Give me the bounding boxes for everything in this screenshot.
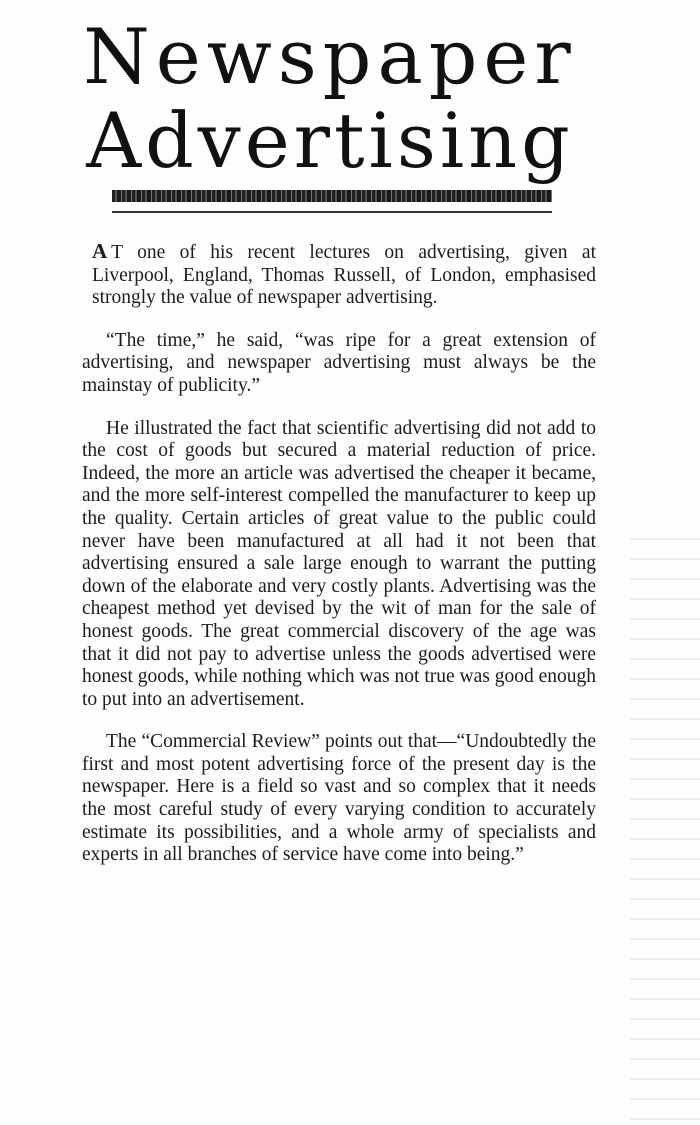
thin-rule	[112, 211, 552, 213]
headline-line-1: Newspaper	[83, 12, 577, 102]
article-body	[82, 240, 596, 887]
paragraph-1-text: T one of his recent lectures on advertising, given at Liverpool, England, Thomas Russell, of London, emphasised strongly the value of newspaper advertising.	[92, 242, 596, 309]
headline	[60, 12, 600, 186]
paragraph-2: “The time,” he said, “was ripe for a great extension of advertising, and newspaper advertising must always be the mainstay of publicity.”	[82, 329, 596, 396]
bleed-through-texture	[630, 520, 700, 1120]
ornamental-rule	[112, 190, 552, 202]
drop-cap: A	[92, 239, 108, 263]
paragraph-3: He illustrated the fact that scientific advertising did not add to the cost of goods but secured a material reduction of price. Indeed, the more an article was advertised the cheaper it became, and the more self-interest compelled the manufacturer to keep up the quality. Certain articles of great value to the public could never have been manufactured at all had it not been that advertising ensured a sale large enough to warrant the putting down of the elaborate and very costly plants. Advertising was the cheapest method yet devised by the wit of man for the sale of honest goods. The great commercial discovery of the age was that it did not pay to advertise unless the goods advertised were honest goods, while nothing which was not true was good enough to put into an advertisement.	[82, 417, 596, 710]
paragraph-1	[82, 240, 596, 310]
paragraph-4: The “Commercial Review” points out that—“Undoubtedly the first and most potent advertising force of the present day is the newspaper. Here is a field so vast and so complex that it needs the most careful study of every varying condition to accurately estimate its possibilities, and a whole army of specialists and experts in all branches of service have come into being.”	[82, 731, 596, 866]
headline-line-2: Advertising	[86, 96, 574, 186]
